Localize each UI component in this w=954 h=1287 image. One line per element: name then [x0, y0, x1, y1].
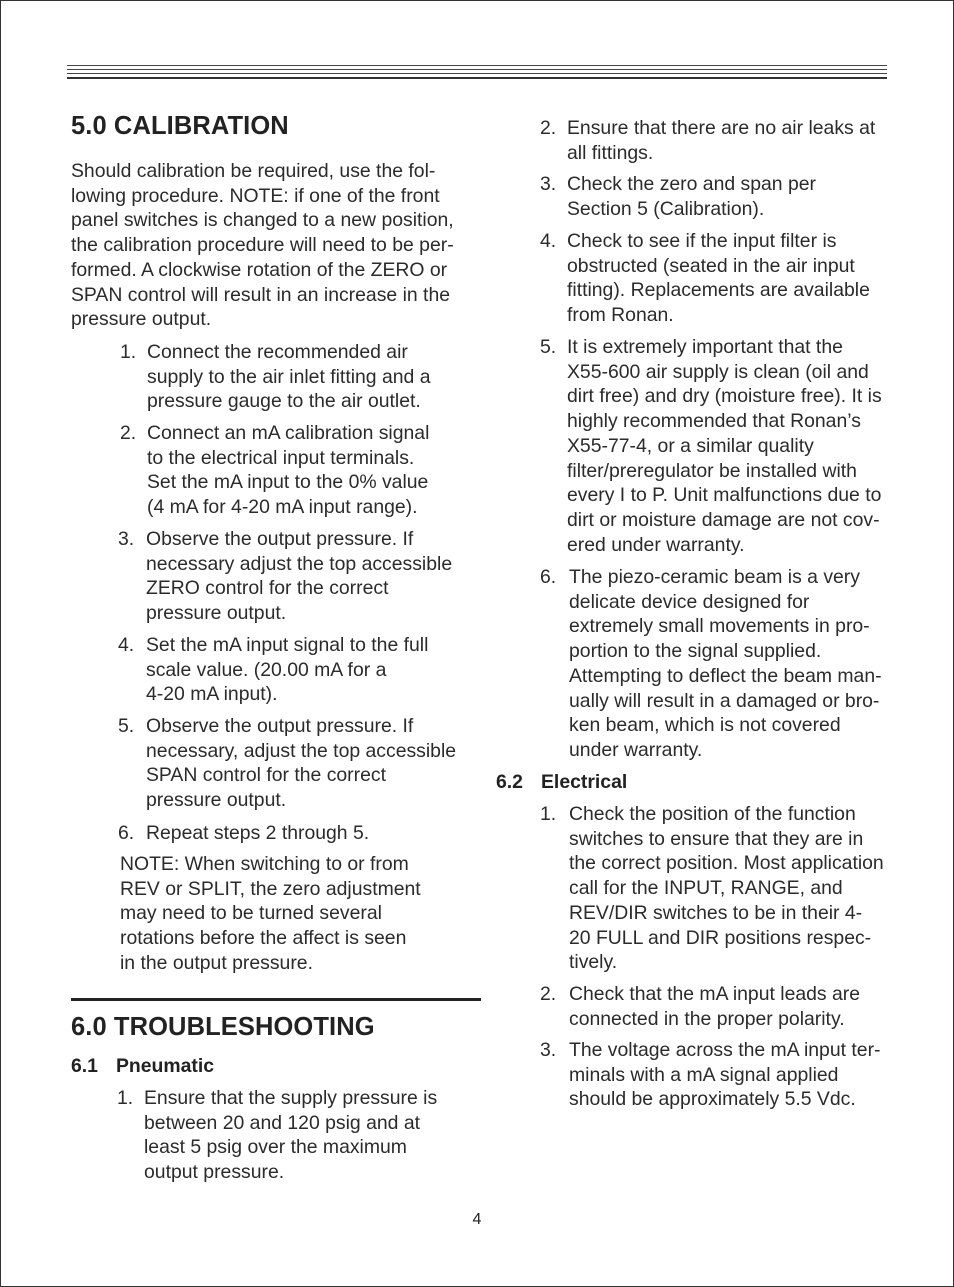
item-text: ually will result in a damaged or bro-	[569, 689, 880, 712]
item-text: Check to see if the input filter is	[567, 230, 837, 252]
item-text: output pressure.	[144, 1161, 285, 1184]
step-number: 1.	[120, 341, 137, 363]
subsection-title: Electrical	[541, 771, 628, 793]
note-line: REV or SPLIT, the zero adjustment	[120, 877, 421, 900]
item-text: connected in the proper polarity.	[569, 1007, 845, 1030]
item-text: Check the position of the function	[569, 803, 856, 825]
intro-line: pressure output.	[71, 308, 212, 331]
step-text: Observe the output pressure. If	[146, 715, 414, 737]
item-text: X55-600 air supply is clean (oil and	[567, 360, 869, 383]
item-text: obstructed (seated in the air input	[567, 254, 855, 277]
intro-line: SPAN control will result in an increase in the	[71, 283, 451, 306]
step-text: Repeat steps 2 through 5.	[146, 822, 370, 844]
item-text: delicate device designed for	[569, 590, 810, 613]
item-text: Attempting to deflect the beam man-	[569, 664, 882, 687]
item-text: extremely small movements in pro-	[569, 615, 870, 638]
step-number: 6.	[118, 822, 135, 844]
section-divider	[71, 998, 481, 1001]
step-text: 4-20 mA input).	[146, 683, 278, 706]
item-text: ered under warranty.	[567, 533, 745, 556]
note-line: in the output pressure.	[120, 951, 313, 974]
step-text: (4 mA for 4-20 mA input range).	[147, 496, 418, 519]
subsection-title: Pneumatic	[116, 1055, 215, 1077]
item-text: REV/DIR switches to be in their 4-	[569, 901, 863, 924]
item-text: Ensure that there are no air leaks at	[567, 117, 876, 139]
note-line: may need to be turned several	[120, 902, 382, 925]
step-text: pressure gauge to the air outlet.	[147, 390, 421, 413]
item-text: ken beam, which is not covered	[569, 714, 841, 737]
item-text: tively.	[569, 951, 618, 974]
item-text: every I to P. Unit malfunctions due to	[567, 484, 882, 507]
item-text: fitting). Replacements are available	[567, 279, 870, 302]
subsection-6-1-heading	[71, 1054, 214, 1079]
step-text: Set the mA input signal to the full	[146, 634, 429, 656]
item-text: The voltage across the mA input ter-	[569, 1039, 881, 1061]
step-text: ZERO control for the correct	[146, 577, 389, 600]
step-text: Set the mA input to the 0% value	[147, 471, 429, 494]
intro-line: Should calibration be required, use the fol-	[71, 160, 436, 182]
step-number: 3.	[118, 528, 135, 550]
item-text: Ensure that the supply pressure is	[144, 1087, 438, 1109]
item-text: 20 FULL and DIR positions respec-	[569, 926, 872, 949]
section-6-heading: 6.0 TROUBLESHOOTING	[71, 1013, 375, 1041]
step-number: 4.	[118, 634, 135, 656]
item-text: It is extremely important that the	[567, 336, 843, 358]
intro-line: the calibration procedure will need to be per-	[71, 234, 454, 257]
item-text: dirt or moisture damage are not cov-	[567, 508, 880, 531]
item-text: Section 5 (Calibration).	[567, 197, 765, 220]
item-text: portion to the signal supplied.	[569, 640, 822, 663]
item-text: Check the zero and span per	[567, 173, 817, 195]
subsection-number: 6.2	[496, 771, 523, 793]
calibration-note	[120, 852, 421, 976]
item-number: 2.	[540, 983, 557, 1005]
section-5-heading: 5.0 CALIBRATION	[71, 112, 289, 140]
item-text: least 5 psig over the maximum	[144, 1136, 407, 1159]
step-text: necessary, adjust the top accessible	[146, 739, 457, 762]
item-text: highly recommended that Ronan’s	[567, 410, 861, 433]
item-text: minals with a mA signal applied	[569, 1063, 839, 1086]
header-rule	[67, 73, 887, 74]
step-text: pressure output.	[146, 602, 287, 625]
item-number: 1.	[540, 803, 557, 825]
note-line: NOTE: When switching to or from	[120, 853, 409, 875]
step-text: Observe the output pressure. If	[146, 528, 414, 550]
subsection-6-2-heading	[496, 770, 627, 795]
step-text: to the electrical input terminals.	[147, 446, 415, 469]
item-text: between 20 and 120 psig and at	[144, 1111, 421, 1134]
item-text: Check that the mA input leads are	[569, 983, 861, 1005]
item-text: filter/preregulator be installed with	[567, 459, 857, 482]
step-number: 2.	[120, 422, 137, 444]
item-text: X55-77-4, or a similar quality	[567, 434, 814, 457]
item-number: 6.	[540, 566, 557, 588]
item-text: all fittings.	[567, 141, 654, 164]
intro-line: formed. A clockwise rotation of the ZERO or	[71, 258, 448, 281]
item-number: 3.	[540, 173, 557, 195]
header-rule	[67, 69, 887, 70]
item-text: call for the INPUT, RANGE, and	[569, 877, 843, 900]
intro-line: panel switches is changed to a new position,	[71, 209, 454, 232]
item-number: 5.	[540, 336, 557, 358]
step-text: necessary adjust the top accessible	[146, 552, 453, 575]
step-number: 5.	[118, 715, 135, 737]
item-text: switches to ensure that they are in	[569, 827, 864, 850]
item-number: 1.	[117, 1087, 134, 1109]
item-text: the correct position. Most application	[569, 852, 884, 875]
calibration-intro	[71, 159, 481, 332]
item-text: The piezo-ceramic beam is a very	[569, 566, 860, 588]
step-text: pressure output.	[146, 789, 287, 812]
step-text: supply to the air inlet fitting and a	[147, 365, 431, 388]
intro-line: lowing procedure. NOTE: if one of the front	[71, 184, 440, 207]
item-text: from Ronan.	[567, 304, 674, 327]
step-text: Connect an mA calibration signal	[147, 422, 430, 444]
note-line: rotations before the affect is seen	[120, 927, 407, 950]
item-text: dirt free) and dry (moisture free). It is	[567, 385, 882, 408]
item-number: 4.	[540, 230, 557, 252]
header-rule	[67, 77, 887, 79]
step-text: SPAN control for the correct	[146, 764, 386, 787]
page-number: 4	[472, 1211, 482, 1228]
item-text: under warranty.	[569, 738, 703, 761]
subsection-number: 6.1	[71, 1055, 98, 1077]
item-number: 2.	[540, 117, 557, 139]
header-rule	[67, 65, 887, 66]
item-number: 3.	[540, 1039, 557, 1061]
step-text: scale value. (20.00 mA for a	[146, 658, 387, 681]
step-text: Connect the recommended air	[147, 341, 408, 363]
item-text: should be approximately 5.5 Vdc.	[569, 1088, 856, 1111]
